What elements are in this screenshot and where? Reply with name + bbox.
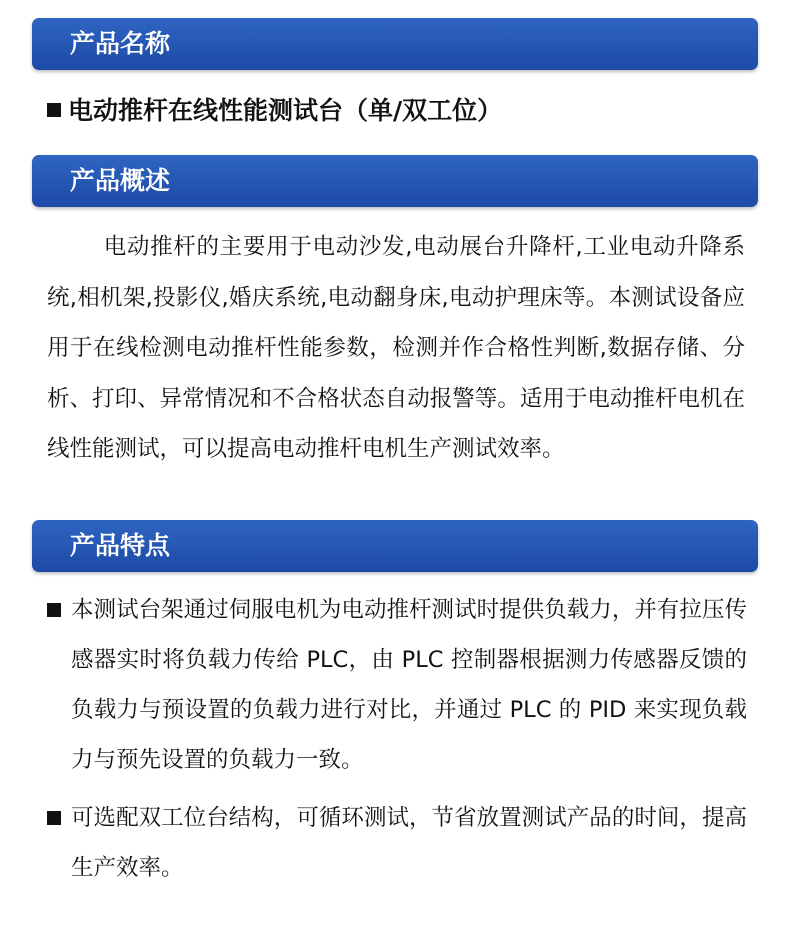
product-name-line — [47, 89, 767, 133]
list-item — [47, 585, 747, 785]
list-item — [47, 793, 747, 893]
overview-paragraph — [47, 222, 745, 475]
section-title: 产品概述 — [70, 166, 171, 195]
section-header-overview — [32, 155, 758, 207]
feature-text: 本测试台架通过伺服电机为电动推杆测试时提供负载力，并有拉压传感器实时将负载力传给 PLC，由 PLC 控制器根据测力传感器反馈的负载力与预设置的负载力进行对比，并通过 PLC 的 PID 来实现负载力与预先设置的负载力一致。 — [71, 597, 747, 773]
square-bullet-icon — [47, 603, 61, 617]
overview-text: 电动推杆的主要用于电动沙发,电动展台升降杆,工业电动升降系统,相机架,投影仪,婚庆系统,电动翻身床,电动护理床等。本测试设备应用于在线检测电动推杆性能参数，检测并作合格性判断,数据存储、分析、打印、异常情况和不合格状态自动报警等。适用于电动推杆电机在线性能测试，可以提高电动推杆电机生产测试效率。 — [47, 234, 745, 462]
feature-list — [47, 585, 747, 893]
square-bullet-icon — [47, 103, 61, 117]
section-title: 产品名称 — [70, 29, 171, 58]
square-bullet-icon — [47, 811, 61, 825]
section-title: 产品特点 — [70, 531, 171, 560]
section-header-product-name — [32, 18, 758, 70]
feature-text: 可选配双工位台结构，可循环测试，节省放置测试产品的时间，提高生产效率。 — [71, 805, 747, 881]
section-header-features — [32, 520, 758, 572]
product-name: 电动推杆在线性能测试台（单/双工位） — [68, 96, 503, 125]
